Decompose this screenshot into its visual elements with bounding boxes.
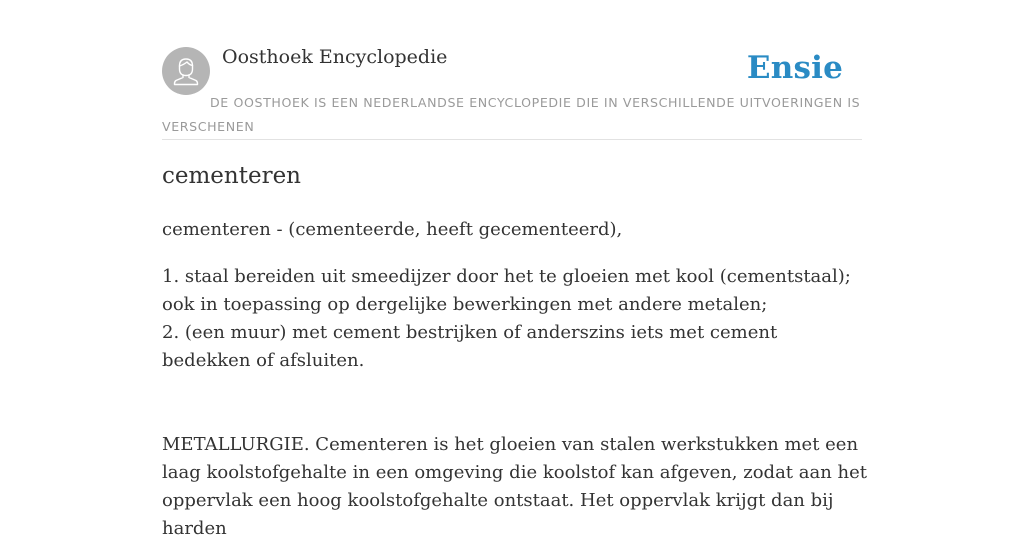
- definition-item: 2. (een muur) met cement bestrijken of anderszins iets met cement bedekken of afsluiten.: [162, 322, 778, 371]
- header-divider: [162, 139, 862, 140]
- definitions-block: [162, 263, 867, 375]
- source-description: DE OOSTHOEK IS EEN NEDERLANDSE ENCYCLOPEDIE DIE IN VERSCHILLENDE UITVOERINGEN IS VERSCHENEN: [162, 95, 861, 134]
- entry-headword: cementeren: [162, 163, 301, 189]
- ensie-logo[interactable]: Ensie: [746, 50, 843, 86]
- source-avatar[interactable]: [162, 47, 210, 95]
- user-icon: [162, 47, 210, 95]
- source-title[interactable]: Oosthoek Encyclopedie: [222, 46, 448, 68]
- lemma-line: cementeren - (cementeerde, heeft gecementeerd),: [162, 219, 623, 240]
- definition-item: 1. staal bereiden uit smeedijzer door het te gloeien met kool (cementstaal); ook in toepassing op dergelijke bewerkingen met andere metalen;: [162, 266, 851, 315]
- article-text: METALLURGIE. Cementeren is het gloeien van stalen werkstukken met een laag koolstofgehalte in een omgeving die koolstof kan afgeven, zodat aan het oppervlak een hoog koolstofgehalte ontstaat. Het oppervlak krijgt dan bij harden: [162, 434, 868, 539]
